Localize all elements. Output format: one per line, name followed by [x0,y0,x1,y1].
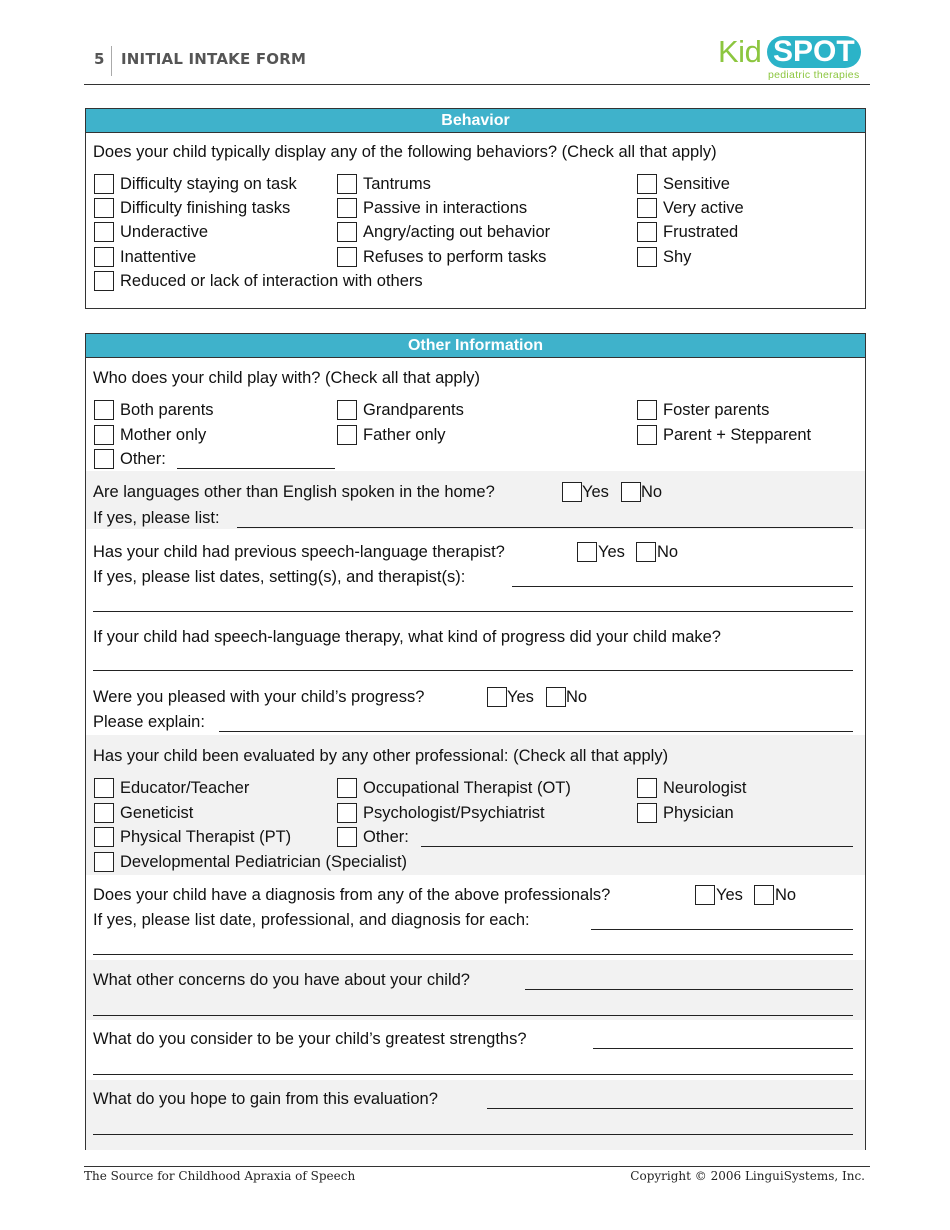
checkbox-foster-parents[interactable] [637,400,657,420]
diagnosis-list-label: If yes, please list date, professional, and diagnosis for each: [93,911,530,929]
checkbox-grandparents[interactable] [337,400,357,420]
page-footer [84,1166,870,1183]
diagnosis-input-2[interactable] [93,954,853,955]
checkbox-reduced-interaction[interactable] [94,271,114,291]
label-tantrums: Tantrums [363,175,431,193]
other-information-section [85,333,866,1150]
pleased-explain-input[interactable] [219,731,853,732]
pleased-question: Were you pleased with your child’s progress? [93,688,425,706]
languages-list-input[interactable] [237,527,853,528]
footer-copyright: Copyright © 2006 LinguiSystems, Inc. [630,1169,865,1183]
checkbox-languages-yes[interactable] [562,482,582,502]
kidspot-logo [718,34,868,84]
prev-therapy-list-label: If yes, please list dates, setting(s), and therapist(s): [93,568,466,586]
label-frustrated: Frustrated [663,223,739,241]
label-shy: Shy [663,248,692,266]
languages-list-label: If yes, please list: [93,509,220,527]
checkbox-very-active[interactable] [637,198,657,218]
prev-therapy-question: Has your child had previous speech-language therapist? [93,543,505,561]
professional-other-input[interactable] [421,846,853,847]
checkbox-inattentive[interactable] [94,247,114,267]
diagnosis-input-1[interactable] [591,929,853,930]
logo-spot-text: SPOT [767,36,861,68]
header-divider [111,46,112,76]
behavior-question: Does your child typically display any of the following behaviors? (Check all that apply) [93,143,717,161]
label-psychologist: Psychologist/Psychiatrist [363,804,545,822]
form-title: INITIAL INTAKE FORM [121,50,307,68]
play-other-input[interactable] [177,468,335,469]
label-physical-therapist: Physical Therapist (PT) [120,828,292,846]
checkbox-tantrums[interactable] [337,174,357,194]
checkbox-neurologist[interactable] [637,778,657,798]
shade-concerns [86,960,865,1020]
checkbox-physical-therapist[interactable] [94,827,114,847]
other-section-title: Other Information [86,334,865,358]
logo-kid-text: Kid [718,34,762,69]
languages-question: Are languages other than English spoken in the home? [93,483,495,501]
checkbox-shy[interactable] [637,247,657,267]
behavior-section [85,108,866,309]
label-professional-other: Other: [363,828,409,846]
strengths-input-2[interactable] [93,1074,853,1075]
checkbox-occupational[interactable] [337,778,357,798]
progress-input[interactable] [93,670,853,671]
label-passive: Passive in interactions [363,199,528,217]
checkbox-physician[interactable] [637,803,657,823]
checkbox-mother-only[interactable] [94,425,114,445]
checkbox-diagnosis-yes[interactable] [695,885,715,905]
label-diagnosis-yes: Yes [716,886,743,904]
checkbox-educator[interactable] [94,778,114,798]
checkbox-prev-therapy-yes[interactable] [577,542,597,562]
checkbox-developmental-pediatrician[interactable] [94,852,114,872]
play-question: Who does your child play with? (Check all that apply) [93,369,481,387]
checkbox-difficulty-finishing[interactable] [94,198,114,218]
checkbox-parent-stepparent[interactable] [637,425,657,445]
label-diagnosis-no: No [775,886,797,904]
checkbox-diagnosis-no[interactable] [754,885,774,905]
label-physician: Physician [663,804,734,822]
prev-therapy-input-2[interactable] [93,611,853,612]
label-difficulty-staying: Difficulty staying on task [120,175,297,193]
footer-source: The Source for Childhood Apraxia of Speech [84,1169,356,1183]
label-mother-only: Mother only [120,426,207,444]
checkbox-geneticist[interactable] [94,803,114,823]
label-refuses: Refuses to perform tasks [363,248,547,266]
progress-question: If your child had speech-language therapy, what kind of progress did your child make? [93,628,721,646]
concerns-input-2[interactable] [93,1015,853,1016]
label-sensitive: Sensitive [663,175,730,193]
label-underactive: Underactive [120,223,209,241]
label-languages-no: No [641,483,663,501]
evaluated-question: Has your child been evaluated by any other professional: (Check all that apply) [93,747,669,765]
strengths-question: What do you consider to be your child’s greatest strengths? [93,1030,527,1048]
label-father-only: Father only [363,426,446,444]
label-angry: Angry/acting out behavior [363,223,551,241]
gain-question: What do you hope to gain from this evaluation? [93,1090,438,1108]
label-pleased-no: No [566,688,588,706]
concerns-input-1[interactable] [525,989,853,990]
label-play-other: Other: [120,450,166,468]
checkbox-prev-therapy-no[interactable] [636,542,656,562]
label-occupational: Occupational Therapist (OT) [363,779,571,797]
diagnosis-question: Does your child have a diagnosis from any of the above professionals? [93,886,611,904]
label-prev-therapy-yes: Yes [598,543,625,561]
page-number: 5 [94,50,105,68]
label-reduced-interaction: Reduced or lack of interaction with others [120,272,423,290]
label-prev-therapy-no: No [657,543,679,561]
gain-input-1[interactable] [487,1108,853,1109]
checkbox-angry[interactable] [337,222,357,242]
checkbox-underactive[interactable] [94,222,114,242]
checkbox-languages-no[interactable] [621,482,641,502]
checkbox-both-parents[interactable] [94,400,114,420]
label-both-parents: Both parents [120,401,214,419]
checkbox-frustrated[interactable] [637,222,657,242]
label-difficulty-finishing: Difficulty finishing tasks [120,199,291,217]
label-very-active: Very active [663,199,744,217]
gain-input-2[interactable] [93,1134,853,1135]
pleased-explain-label: Please explain: [93,713,205,731]
label-geneticist: Geneticist [120,804,194,822]
checkbox-refuses[interactable] [337,247,357,267]
checkbox-difficulty-staying[interactable] [94,174,114,194]
checkbox-pleased-yes[interactable] [487,687,507,707]
label-parent-stepparent: Parent + Stepparent [663,426,812,444]
label-grandparents: Grandparents [363,401,464,419]
label-inattentive: Inattentive [120,248,197,266]
label-pleased-yes: Yes [507,688,534,706]
behavior-section-title: Behavior [86,109,865,133]
label-educator: Educator/Teacher [120,779,250,797]
strengths-input-1[interactable] [593,1048,853,1049]
label-foster-parents: Foster parents [663,401,770,419]
checkbox-passive[interactable] [337,198,357,218]
label-developmental-pediatrician: Developmental Pediatrician (Specialist) [120,853,408,871]
checkbox-father-only[interactable] [337,425,357,445]
label-neurologist: Neurologist [663,779,747,797]
prev-therapy-input-1[interactable] [512,586,853,587]
concerns-question: What other concerns do you have about your child? [93,971,470,989]
checkbox-psychologist[interactable] [337,803,357,823]
checkbox-professional-other[interactable] [337,827,357,847]
checkbox-play-other[interactable] [94,449,114,469]
label-languages-yes: Yes [582,483,609,501]
checkbox-pleased-no[interactable] [546,687,566,707]
logo-tagline: pediatric therapies [768,69,860,81]
checkbox-sensitive[interactable] [637,174,657,194]
